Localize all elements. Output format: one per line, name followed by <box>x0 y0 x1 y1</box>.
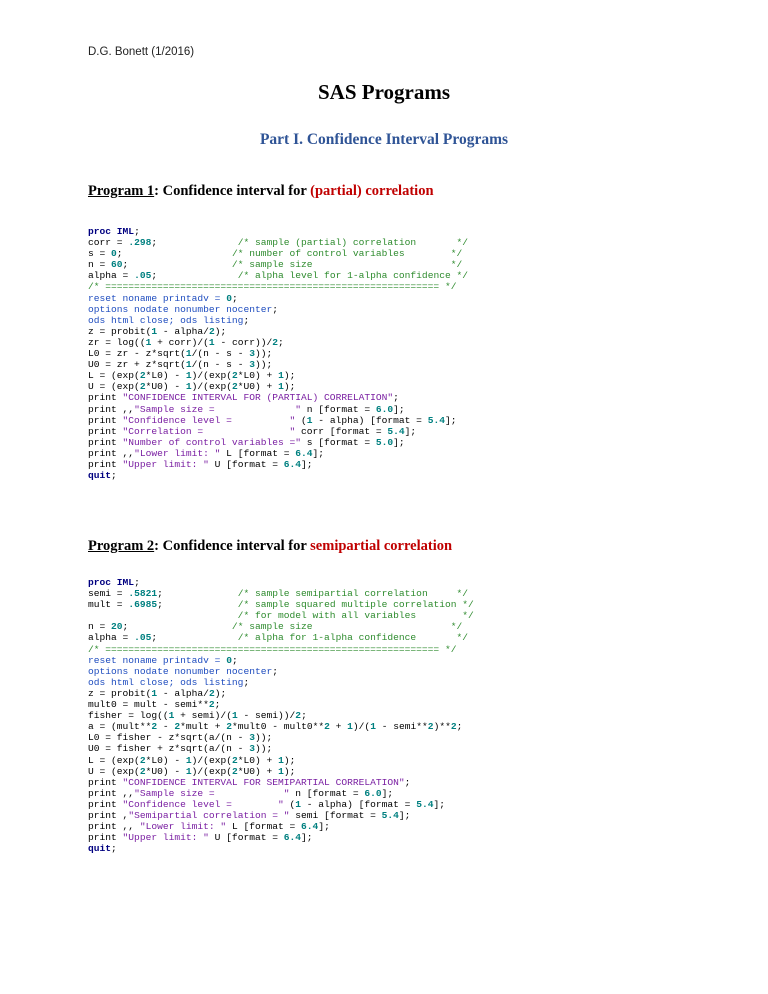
code-token: U [format = <box>208 832 284 844</box>
code-token: print ,, <box>88 403 135 415</box>
code-token: - corr))/ <box>214 336 273 348</box>
code-token: 2 <box>272 336 279 348</box>
code-token: 3 <box>249 743 255 755</box>
code-line <box>88 370 295 381</box>
code-token: 2 <box>208 699 215 711</box>
code-token: 0 <box>226 292 232 304</box>
code-token: zr = log(( <box>88 336 146 348</box>
code-token: 5.4 <box>387 425 405 437</box>
code-token: 5.4 <box>381 809 399 821</box>
code-token: 2 <box>139 765 146 777</box>
code-token: /* alpha for 1-alpha confidence */ <box>162 632 468 644</box>
code-token: 1 <box>151 687 158 699</box>
code-token: 60 <box>111 259 123 271</box>
code-token: corr = <box>88 237 129 249</box>
code-token: "CONFIDENCE INTERVAL FOR SEMIPARTIAL CORRELATION" <box>122 776 405 788</box>
code-token: "Number of control variables =" <box>122 436 302 448</box>
code-token: - alpha) [format = <box>312 414 428 426</box>
code-token: U = (exp( <box>88 381 140 393</box>
code-token: *U0) - <box>145 765 186 777</box>
code-line <box>88 404 405 415</box>
code-token: quit <box>88 470 112 482</box>
code-token: mult0 = mult - semi** <box>88 699 209 711</box>
code-line <box>88 437 405 448</box>
code-token: ; <box>231 654 238 666</box>
code-token: ]; <box>393 436 405 448</box>
code-token: "Semipartial correlation = " <box>128 809 290 821</box>
code-token: ( <box>295 414 307 426</box>
program2-heading-text: : Confidence interval for <box>154 538 311 554</box>
code-token: n [format = <box>301 403 376 415</box>
code-token: *L0) + <box>237 370 279 382</box>
code-token: U [format = <box>208 458 284 470</box>
code-token: )/(exp( <box>191 754 232 766</box>
code-line <box>88 710 307 721</box>
code-line <box>88 381 295 392</box>
code-token: ; <box>393 392 399 404</box>
code-line <box>88 732 272 743</box>
code-line <box>88 655 238 666</box>
program1-heading-text: : Confidence interval for <box>154 183 311 199</box>
code-token: *L0) + <box>237 754 279 766</box>
code-token: "Lower limit: " <box>134 447 221 459</box>
code-token: 6.4 <box>301 821 319 833</box>
code-line <box>88 270 468 281</box>
code-token: print <box>88 458 123 470</box>
code-line <box>88 470 117 481</box>
code-token: 1 <box>295 798 302 810</box>
code-token: ; <box>278 336 284 348</box>
code-line <box>88 755 295 766</box>
code-token: 20 <box>111 621 123 633</box>
code-token: 6.4 <box>283 458 302 470</box>
code-token: ); <box>283 381 296 393</box>
code-token: 1 <box>145 336 152 348</box>
code-token: 1 <box>185 348 192 360</box>
code-token: 0 <box>111 248 117 260</box>
code-token: "Lower limit: " <box>139 821 227 833</box>
code-token: 6.4 <box>283 832 302 844</box>
code-line <box>88 577 140 588</box>
code-token: ; <box>456 721 463 733</box>
code-token: ; <box>151 270 163 282</box>
code-token: s [format = <box>301 436 376 448</box>
code-token: 2 <box>231 381 238 393</box>
code-token: ; <box>111 470 117 482</box>
code-token: reset noname printadv = <box>88 292 227 304</box>
code-token: print <box>88 425 123 437</box>
page-title: SAS Programs <box>317 80 451 104</box>
code-token: U = (exp( <box>88 765 140 777</box>
code-token: fisher = log(( <box>88 710 169 722</box>
code-token: 2 <box>450 721 457 733</box>
program2-heading-highlight: semipartial correlation <box>310 538 453 554</box>
program1-number: Program 1 <box>88 183 155 199</box>
code-token: 1 <box>185 381 192 393</box>
code-token: ); <box>214 687 227 699</box>
code-token: /* ========================================================== */ <box>88 281 457 293</box>
code-token: ; <box>243 314 250 326</box>
code-line <box>88 799 445 810</box>
code-line <box>88 621 462 632</box>
code-token: 2 <box>151 721 158 733</box>
code-token: ]; <box>312 447 325 459</box>
code-token: ]; <box>301 832 313 844</box>
code-token: U0 = fisher + z*sqrt(a/(n - <box>88 743 250 755</box>
code-line <box>88 843 117 854</box>
code-token: mult = <box>88 599 129 611</box>
code-token: /* sample semipartial correlation */ <box>168 588 468 600</box>
code-token: L = (exp( <box>88 754 140 766</box>
code-token: ]; <box>318 821 330 833</box>
code-token: ; <box>134 577 140 588</box>
code-token: proc IML <box>88 577 135 588</box>
code-line <box>88 743 272 754</box>
code-line <box>88 588 468 599</box>
code-token: n = <box>88 621 112 633</box>
code-line <box>88 721 462 732</box>
code-token: - <box>157 721 175 733</box>
code-token: L = (exp( <box>88 370 140 382</box>
code-token: reset noname printadv = <box>88 654 227 666</box>
code-line <box>88 832 313 843</box>
code-token: ; <box>122 259 135 271</box>
code-token: 1 <box>278 765 284 777</box>
code-token: + <box>329 721 348 733</box>
code-line <box>88 281 456 292</box>
code-token: + semi)/( <box>174 710 232 722</box>
code-token: 2 <box>139 754 146 766</box>
code-token: 5.4 <box>427 414 445 426</box>
code-token: 1 <box>208 336 215 348</box>
code-token: n = <box>88 259 112 271</box>
code-token: ); <box>283 370 296 382</box>
code-line <box>88 315 249 326</box>
code-token: ]; <box>444 414 457 426</box>
code-token: *U0) + <box>237 381 279 393</box>
section-title: Part I. Confidence Interval Programs <box>259 131 509 148</box>
code-token: L [format = <box>226 821 302 833</box>
code-token: ; <box>122 621 135 633</box>
code-token: ; <box>134 226 146 237</box>
code-token: 1 <box>306 414 313 426</box>
code-token: - semi))/ <box>237 710 296 722</box>
code-token: 0 <box>226 654 232 666</box>
code-token: 6.0 <box>375 403 394 415</box>
page-header: D.G. Bonett (1/2016) <box>88 46 195 58</box>
code-token: *U0) - <box>145 381 186 393</box>
code-token: /* ========================================================== */ <box>88 643 457 655</box>
code-line <box>88 337 284 348</box>
code-token: "Confidence level = " <box>122 798 284 810</box>
code-token: )/( <box>352 721 371 733</box>
code-token: /(n - s - <box>191 359 250 371</box>
code-token: )/(exp( <box>191 765 232 777</box>
code-token: )/(exp( <box>191 381 232 393</box>
code-line <box>88 699 220 710</box>
code-token: "Sample size = " <box>134 403 302 415</box>
code-line <box>88 293 238 304</box>
code-token: s = <box>88 248 112 260</box>
code-token: L0 = fisher - z*sqrt(a/(n - <box>88 732 250 744</box>
code-token: 5.4 <box>416 798 434 810</box>
code-line <box>88 326 226 337</box>
code-token: ; <box>111 843 117 855</box>
code-line <box>88 610 474 621</box>
code-token: print ,, <box>88 447 135 459</box>
code-token: 2 <box>208 687 215 699</box>
code-token: ; <box>151 632 163 644</box>
code-line <box>88 599 474 610</box>
code-token: 2 <box>295 710 302 722</box>
code-token: )** <box>433 721 451 733</box>
code-line <box>88 259 462 270</box>
code-token: options nodate nonumber nocenter <box>88 303 273 315</box>
code-token: "Confidence level = " <box>122 414 296 426</box>
code-token: 2 <box>231 370 238 382</box>
code-line <box>88 348 272 359</box>
code-line <box>88 632 468 643</box>
code-token: 1 <box>278 370 284 382</box>
code-token: n [format = <box>289 787 365 799</box>
code-token: alpha = <box>88 632 135 644</box>
code-token: *U0) + <box>237 765 279 777</box>
code-token: alpha = <box>88 270 135 282</box>
code-token: ]; <box>404 425 417 437</box>
code-token: )/(exp( <box>191 370 232 382</box>
code-token: )); <box>254 732 273 744</box>
code-token: ; <box>301 710 307 722</box>
code-token: 1 <box>278 381 284 393</box>
code-token: 2 <box>139 381 146 393</box>
code-token: print ,, <box>88 787 135 799</box>
code-token: 1 <box>278 754 284 766</box>
code-token: "Correlation = " <box>122 425 296 437</box>
code-token: .6985 <box>128 599 158 611</box>
code-token: *mult0 - mult0** <box>231 721 325 733</box>
code-line <box>88 415 457 426</box>
code-token: 1 <box>370 721 376 733</box>
code-token: 1 <box>185 370 192 382</box>
code-token: 1 <box>185 754 192 766</box>
code-token: ; <box>214 699 221 711</box>
program1-code <box>88 226 468 481</box>
code-token: ]; <box>393 403 405 415</box>
code-token: 3 <box>249 732 255 744</box>
code-token: 3 <box>249 348 255 360</box>
code-token: proc IML <box>88 226 135 237</box>
program2-heading <box>88 538 452 555</box>
code-token: - alpha/ <box>157 325 209 337</box>
code-token: ; <box>243 676 250 688</box>
code-token: 1 <box>231 710 238 722</box>
code-token: ); <box>214 325 227 337</box>
code-token: 3 <box>249 359 255 371</box>
code-token: .5821 <box>128 588 158 600</box>
code-token: U0 = zr + z*sqrt( <box>88 359 186 371</box>
code-token: print <box>88 776 123 788</box>
code-line <box>88 459 313 470</box>
code-token: print <box>88 436 123 448</box>
code-token: /* sample (partial) correlation */ <box>162 237 468 249</box>
code-token: ]; <box>433 798 445 810</box>
code-token: *L0) - <box>145 370 186 382</box>
code-token: /* number of control variables */ <box>128 248 463 260</box>
code-token: print ,, <box>88 821 140 833</box>
code-token: 2 <box>174 721 181 733</box>
code-token: ; <box>272 665 278 677</box>
code-token: "Upper limit: " <box>122 458 209 470</box>
code-line <box>88 426 416 437</box>
code-token: z = probit( <box>88 325 152 337</box>
code-line <box>88 304 278 315</box>
code-token: print <box>88 798 123 810</box>
code-token: *L0) - <box>145 754 186 766</box>
code-token: ]; <box>301 458 313 470</box>
code-token: 2 <box>226 721 232 733</box>
code-token: 2 <box>231 765 238 777</box>
code-token: ]; <box>398 809 411 821</box>
code-line <box>88 392 399 403</box>
code-token: print , <box>88 809 129 821</box>
code-token: a = (mult** <box>88 721 152 733</box>
code-token: ; <box>231 292 238 304</box>
code-token: /* sample squared multiple correlation */ <box>168 599 474 611</box>
code-token: ); <box>283 765 296 777</box>
code-token: z = probit( <box>88 687 152 699</box>
code-token: ( <box>283 798 296 810</box>
code-token: )); <box>254 348 273 360</box>
code-token: 1 <box>168 710 175 722</box>
code-token: print <box>88 832 123 844</box>
code-line <box>88 766 295 777</box>
code-token: 2 <box>139 370 146 382</box>
code-token: /* alpha level for 1-alpha confidence */ <box>162 270 468 282</box>
code-line <box>88 359 272 370</box>
code-token: /(n - s - <box>191 348 250 360</box>
code-token: ]; <box>381 787 394 799</box>
code-token: ods html close; ods listing <box>88 676 244 688</box>
code-token: 1 <box>185 765 192 777</box>
code-line <box>88 821 330 832</box>
code-token: ; <box>157 599 169 611</box>
code-token: semi = <box>88 588 129 600</box>
code-token: "CONFIDENCE INTERVAL FOR (PARTIAL) CORRELATION" <box>122 392 394 404</box>
code-token: .298 <box>128 237 152 249</box>
code-line <box>88 677 249 688</box>
code-line <box>88 788 393 799</box>
code-token: quit <box>88 843 112 855</box>
code-token: ods html close; ods listing <box>88 314 244 326</box>
code-token: ; <box>116 248 129 260</box>
code-token: L [format = <box>220 447 296 459</box>
code-token: 5.0 <box>375 436 394 448</box>
code-token: 2 <box>231 754 238 766</box>
code-token: ; <box>404 776 411 788</box>
code-token: options nodate nonumber nocenter <box>88 665 273 677</box>
code-line <box>88 810 410 821</box>
code-token: /* for model with all variables */ <box>88 610 474 622</box>
code-token: 1 <box>347 721 353 733</box>
code-token: ); <box>283 754 296 766</box>
code-token: + corr)/( <box>151 336 209 348</box>
code-token: .05 <box>134 270 152 282</box>
code-token: ; <box>272 303 278 315</box>
code-token: 1 <box>185 359 192 371</box>
program2-code <box>88 577 474 854</box>
code-token: "Upper limit: " <box>122 832 209 844</box>
program1-heading <box>88 183 434 200</box>
code-token: )); <box>254 743 273 755</box>
code-token: - alpha) [format = <box>301 798 417 810</box>
code-token: - semi** <box>375 721 428 733</box>
code-token: .05 <box>134 632 152 644</box>
code-token: /* sample size */ <box>134 621 463 633</box>
code-token: semi [format = <box>289 809 382 821</box>
code-token: - alpha/ <box>157 687 209 699</box>
code-line <box>88 644 456 655</box>
code-line <box>88 248 462 259</box>
code-line <box>88 777 410 788</box>
code-token: ; <box>157 588 169 600</box>
code-token: 6.4 <box>295 447 313 459</box>
code-token: print <box>88 392 123 404</box>
code-token: print <box>88 414 123 426</box>
code-token: corr [format = <box>295 425 388 437</box>
code-line <box>88 666 278 677</box>
code-token: *mult + <box>180 721 227 733</box>
code-token: "Sample size = " <box>134 787 290 799</box>
code-line <box>88 226 146 237</box>
code-token: ; <box>151 237 163 249</box>
program1-heading-highlight: (partial) correlation <box>310 183 434 199</box>
program2-number: Program 2 <box>88 538 155 554</box>
code-token: 1 <box>151 325 158 337</box>
code-token: 2 <box>208 325 215 337</box>
code-token: )); <box>254 359 273 371</box>
code-line <box>88 448 324 459</box>
code-token: /* sample size */ <box>134 259 463 271</box>
code-token: L0 = zr - z*sqrt( <box>88 348 186 360</box>
code-line <box>88 237 468 248</box>
code-token: 2 <box>427 721 434 733</box>
code-line <box>88 688 226 699</box>
code-token: 6.0 <box>364 787 382 799</box>
code-token: 2 <box>324 721 330 733</box>
